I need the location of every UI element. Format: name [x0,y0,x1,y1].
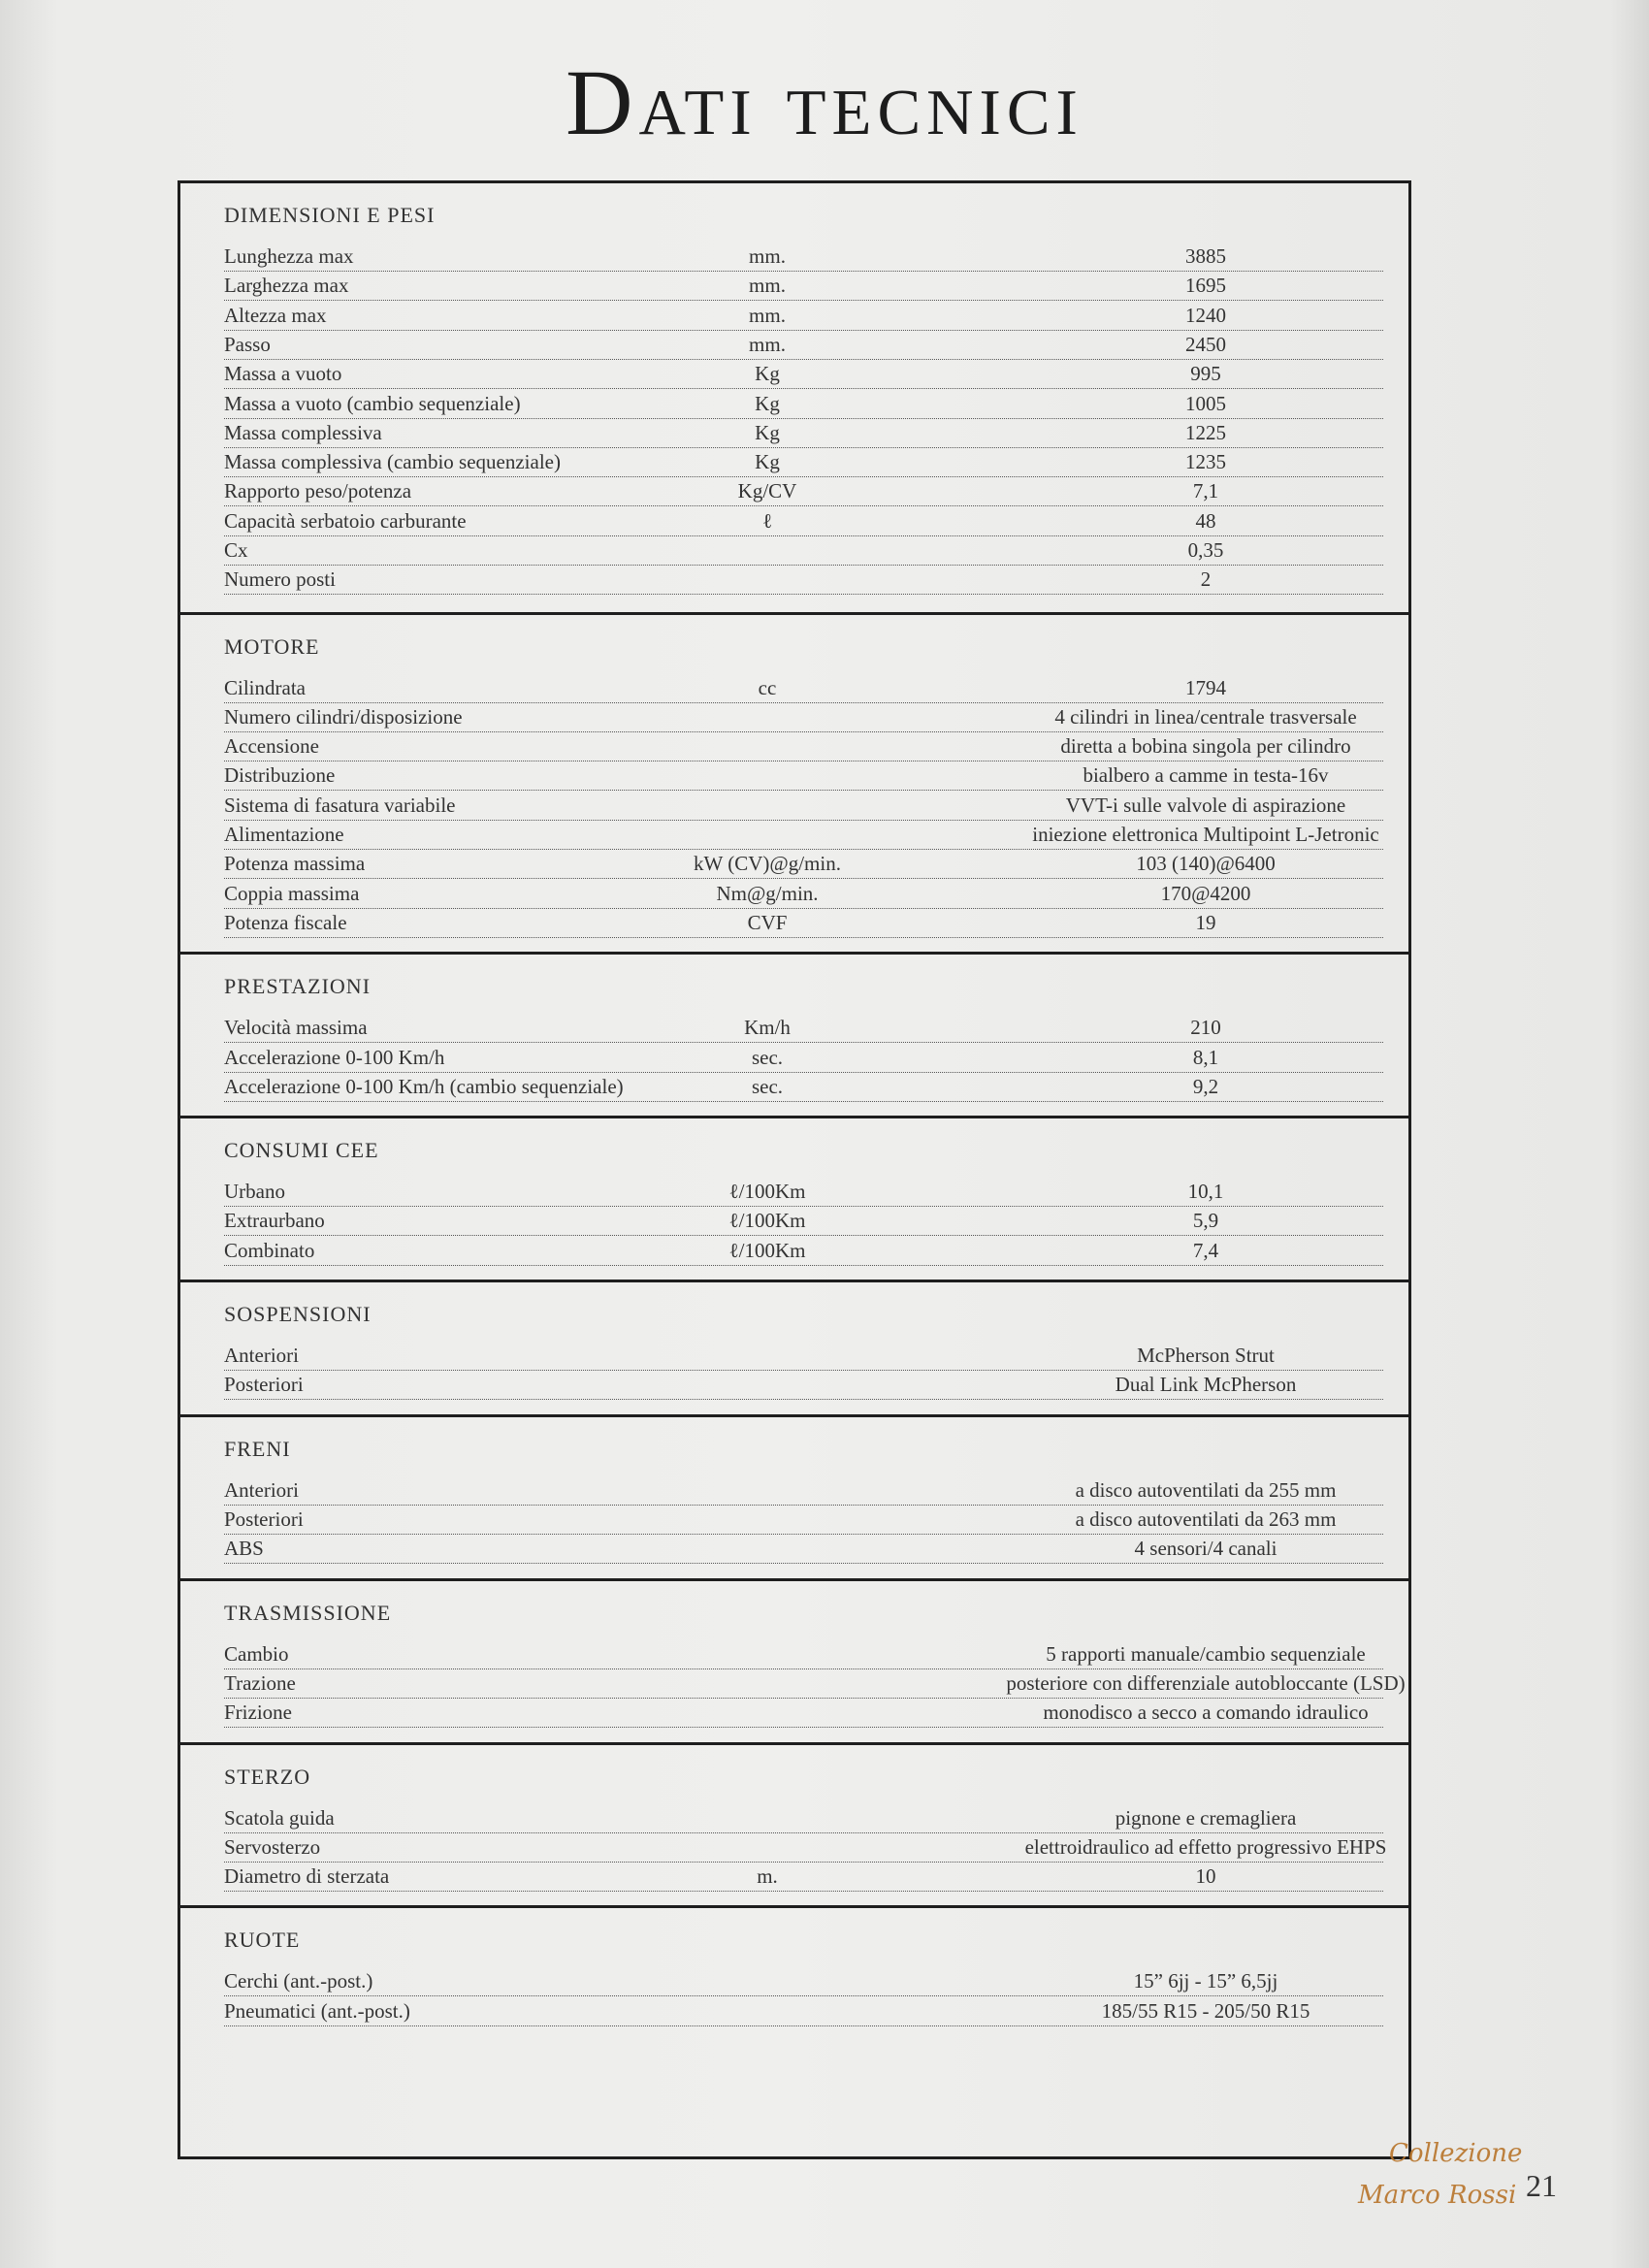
spec-row [224,849,1383,879]
spec-label: Frizione [224,1701,292,1725]
spec-value: 48 [1195,508,1216,533]
spec-row [224,330,1383,360]
spec-value: pignone e cremagliera [1115,1805,1297,1830]
spec-row [224,1832,1387,1863]
spec-label: ABS [224,1537,264,1561]
spec-section [180,1905,1408,2043]
spec-unit: Kg [755,450,780,474]
spec-label: Accelerazione 0-100 Km/h [224,1045,445,1069]
spec-unit: ℓ [761,508,773,533]
section-heading: RUOTE [224,1928,301,1953]
spec-unit: Nm@g/min. [716,881,819,905]
spec-row [224,447,1383,477]
spec-table [178,180,1411,2159]
spec-label: Accelerazione 0-100 Km/h (cambio sequenziale) [224,1074,624,1098]
spec-unit: CVF [747,910,788,934]
spec-unit: mm. [749,274,786,298]
spec-row [224,1534,1383,1564]
spec-row [224,242,1383,272]
spec-section [180,1280,1408,1417]
spec-value: monodisco a secco a comando idraulico [1043,1701,1369,1725]
spec-value: 2 [1200,567,1212,592]
spec-label: Diametro di sterzata [224,1864,390,1889]
spec-row [224,731,1383,761]
section-heading: PRESTAZIONI [224,974,372,999]
spec-row [224,1370,1383,1400]
spec-unit: ℓ/100Km [728,1238,806,1262]
spec-label: Posteriori [224,1373,304,1397]
spec-row [224,476,1383,506]
spec-label: Alimentazione [224,823,344,847]
section-heading: DIMENSIONI E PESI [224,203,436,227]
spec-value: elettroidraulico ad effetto progressivo EHPS [1024,1834,1387,1859]
spec-unit: Kg [755,362,780,386]
spec-row [224,1341,1383,1371]
spec-row [224,1669,1406,1699]
page-title: Dati tecnici [566,50,1083,154]
spec-value: 1794 [1185,675,1226,699]
spec-row [224,1966,1383,1996]
spec-value: 10,1 [1187,1180,1224,1204]
section-heading: STERZO [224,1764,311,1789]
spec-value: 185/55 R15 - 205/50 R15 [1101,1998,1310,2023]
spec-row [224,673,1383,703]
spec-value: bialbero a camme in testa-16v [1083,763,1329,788]
spec-value: McPherson Strut [1137,1344,1275,1368]
spec-section [180,1742,1408,1909]
spec-unit: Kg/CV [737,479,797,503]
spec-value: 9,2 [1192,1074,1219,1098]
spec-row [224,1072,1383,1102]
spec-value: 8,1 [1192,1045,1219,1069]
spec-value: 1225 [1185,420,1226,444]
spec-value: Dual Link McPherson [1115,1373,1297,1397]
spec-label: Distribuzione [224,763,336,788]
spec-value: 1240 [1185,303,1226,327]
spec-label: Extraurbano [224,1209,325,1233]
spec-label: Larghezza max [224,274,349,298]
spec-unit: m. [757,1864,778,1889]
spec-label: Massa complessiva [224,420,382,444]
spec-value: posteriore con differenziale autobloccante (LSD) [1006,1670,1406,1695]
spec-value: 995 [1190,362,1221,386]
spec-row [224,506,1383,536]
spec-row [224,1639,1383,1669]
spec-unit: mm. [749,303,786,327]
spec-value: 7,1 [1192,479,1219,503]
spec-section [180,1578,1408,1745]
section-heading: CONSUMI CEE [224,1138,379,1163]
spec-value: 4 cilindri in linea/centrale trasversale [1054,704,1357,729]
spec-label: Scatola guida [224,1805,335,1830]
spec-section [180,1116,1408,1282]
spec-unit: mm. [749,332,786,356]
spec-label: Accensione [224,734,319,759]
spec-label: Urbano [224,1180,285,1204]
spec-row [224,1206,1383,1236]
spec-section [180,1414,1408,1581]
spec-label: Passo [224,332,271,356]
spec-unit: kW (CV)@g/min. [694,852,841,876]
spec-value: diretta a bobina singola per cilindro [1060,734,1351,759]
spec-row [224,271,1383,301]
spec-unit: Km/h [744,1016,791,1040]
watermark-line1: Collezione [1389,2139,1523,2168]
spec-row [224,565,1383,595]
spec-value: 19 [1195,910,1216,934]
spec-label: Cambio [224,1641,289,1666]
spec-unit: Kg [755,420,780,444]
spec-label: Anteriori [224,1344,299,1368]
spec-value: 1005 [1185,391,1226,415]
spec-label: Sistema di fasatura variabile [224,793,456,817]
spec-value: a disco autoventilati da 255 mm [1075,1477,1337,1502]
spec-value: 7,4 [1192,1238,1219,1262]
spec-unit: cc [758,675,777,699]
spec-label: Potenza fiscale [224,910,347,934]
spec-row [224,1996,1383,2026]
spec-value: iniezione elettronica Multipoint L-Jetronic [1032,823,1379,847]
spec-row [224,1698,1383,1728]
spec-value: 0,35 [1187,538,1224,562]
spec-label: Posteriori [224,1507,304,1531]
spec-value: a disco autoventilati da 263 mm [1075,1507,1337,1531]
section-heading: SOSPENSIONI [224,1302,372,1327]
spec-value: 5 rapporti manuale/cambio sequenziale [1046,1641,1366,1666]
spec-section [180,952,1408,1118]
spec-label: Numero posti [224,567,336,592]
watermark-line2: Marco Rossi [1358,2181,1517,2210]
spec-row [224,908,1383,938]
spec-row [224,1177,1383,1207]
spec-row [224,535,1383,566]
spec-row [224,702,1383,732]
spec-value: 1695 [1185,274,1226,298]
spec-section [180,183,1408,612]
spec-label: Lunghezza max [224,244,354,268]
spec-row [224,359,1383,389]
spec-value: 15” 6jj - 15” 6,5jj [1133,1969,1278,1993]
spec-unit: sec. [751,1045,784,1069]
spec-label: Anteriori [224,1477,299,1502]
spec-label: Numero cilindri/disposizione [224,704,463,729]
spec-value: 10 [1195,1864,1216,1889]
spec-value: 210 [1190,1016,1221,1040]
spec-row [224,1475,1383,1506]
spec-label: Massa a vuoto (cambio sequenziale) [224,391,521,415]
section-heading: MOTORE [224,633,320,659]
spec-label: Combinato [224,1238,315,1262]
spec-unit: sec. [751,1074,784,1098]
spec-value: 103 (140)@6400 [1136,852,1276,876]
spec-label: Massa a vuoto [224,362,342,386]
spec-label: Altezza max [224,303,327,327]
spec-label: Massa complessiva (cambio sequenziale) [224,450,561,474]
spec-value: 5,9 [1192,1209,1219,1233]
spec-label: Capacità serbatoio carburante [224,508,467,533]
spec-row [224,820,1383,850]
spec-value: 4 sensori/4 canali [1134,1537,1277,1561]
spec-row [224,1013,1383,1043]
spec-label: Potenza massima [224,852,366,876]
spec-unit: ℓ/100Km [728,1180,806,1204]
page-number: 21 [1526,2168,1557,2203]
spec-row [224,389,1383,419]
spec-section [180,612,1408,956]
spec-label: Cilindrata [224,675,306,699]
spec-label: Cx [224,538,248,562]
spec-label: Pneumatici (ant.-post.) [224,1998,410,2023]
spec-label: Servosterzo [224,1834,321,1859]
spec-row [224,879,1383,909]
spec-label: Trazione [224,1670,296,1695]
spec-label: Velocità massima [224,1016,368,1040]
spec-label: Cerchi (ant.-post.) [224,1969,373,1993]
spec-label: Rapporto peso/potenza [224,479,412,503]
spec-value: 1235 [1185,450,1226,474]
section-heading: TRASMISSIONE [224,1600,392,1625]
spec-value: 3885 [1185,244,1226,268]
spec-row [224,1236,1383,1266]
spec-unit: ℓ/100Km [728,1209,806,1233]
spec-row [224,1505,1383,1535]
spec-value: VVT-i sulle valvole di aspirazione [1065,793,1346,817]
spec-row [224,791,1383,821]
spec-value: 2450 [1185,332,1226,356]
spec-row [224,301,1383,331]
spec-value: 170@4200 [1160,881,1251,905]
section-heading: FRENI [224,1436,291,1461]
spec-label: Coppia massima [224,881,360,905]
spec-row [224,418,1383,448]
spec-row [224,1862,1383,1892]
spec-row [224,1803,1383,1833]
spec-row [224,1043,1383,1073]
spec-row [224,761,1383,791]
spec-unit: Kg [755,391,780,415]
spec-unit: mm. [749,244,786,268]
